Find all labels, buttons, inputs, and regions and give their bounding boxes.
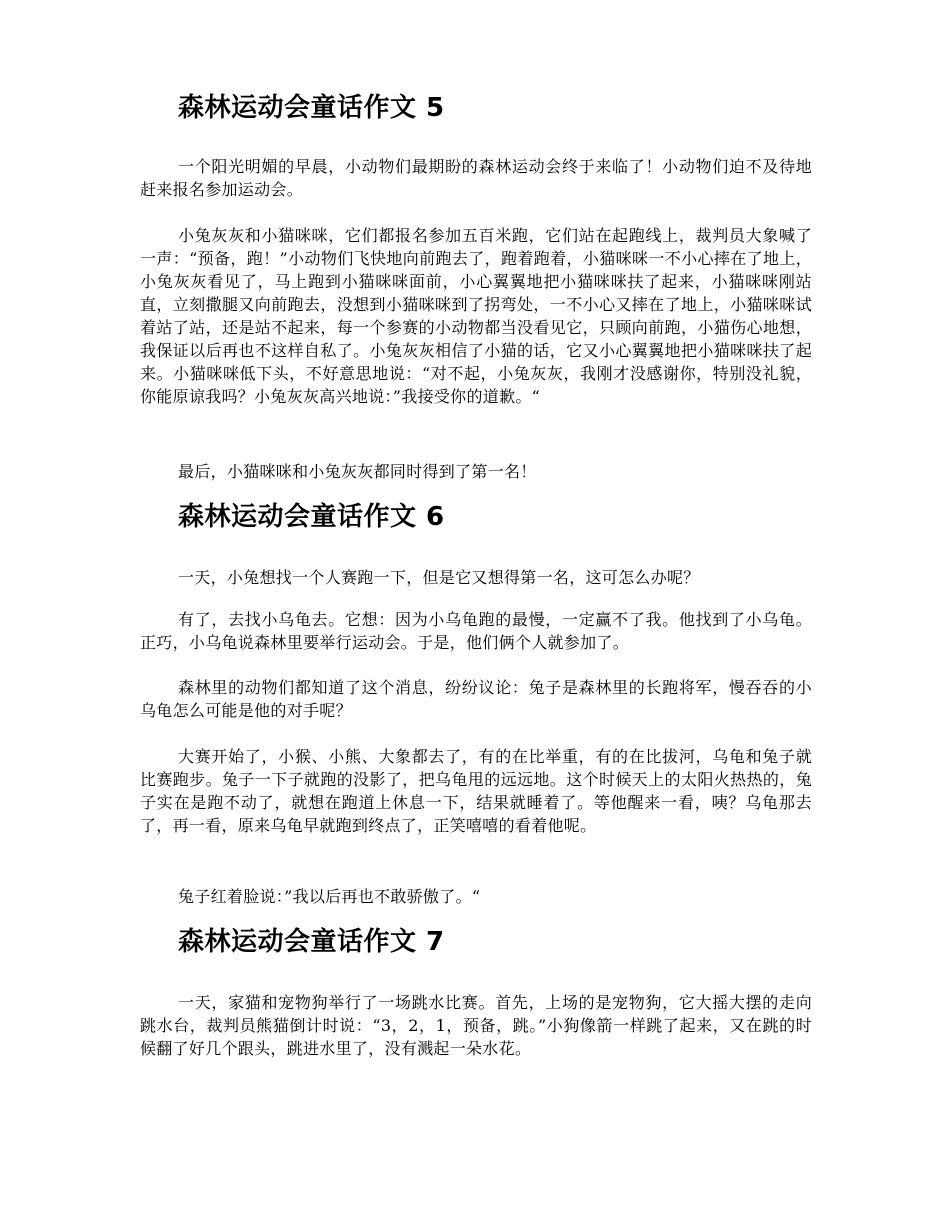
paragraph: 大赛开始了，小猴、小熊、大象都去了，有的在比举重，有的在比拔河，乌龟和兔子就比赛跑步。兔子一下子就跑的没影了，把乌龟甩的远远地。这个时候天上的太阳火热热的，兔子实在是跑不动了，就想在跑道上休息一下，结果就睡着了。等他醒来一看，咦？乌龟那去了，再一看，原来乌龟早就跑到终点了，正笑嘻嘻的看着他呢。	[140, 747, 812, 835]
section-title: 森林运动会童话作文 7	[178, 927, 445, 957]
paragraph: 森林里的动物们都知道了这个消息，纷纷议论：兔子是森林里的长跑将军，慢吞吞的小乌龟怎么可能是他的对手呢？	[140, 678, 812, 720]
paragraph: 有了，去找小乌龟去。它想：因为小乌龟跑的最慢，一定赢不了我。他找到了小乌龟。正巧，小乌龟说森林里要举行运动会。于是，他们俩个人就参加了。	[140, 610, 812, 652]
paragraph: 一个阳光明媚的早晨，小动物们最期盼的森林运动会终于来临了！小动物们迫不及待地赶来报名参加运动会。	[140, 157, 812, 199]
paragraph: 最后，小猫咪咪和小兔灰灰都同时得到了第一名！	[178, 462, 537, 481]
paragraph: 一天，家猫和宠物狗举行了一场跳水比赛。首先，上场的是宠物狗，它大摇大摆的走向跳水台，裁判员熊猫倒计时说：“3，2，1，预备，跳。”小狗像箭一样跳了起来，又在跳的时候翻了好几个跟头，跳进水里了，没有溅起一朵水花。	[140, 993, 812, 1058]
section-title: 森林运动会童话作文 5	[178, 93, 445, 123]
paragraph: 兔子红着脸说：”我以后再也不敢骄傲了。“	[178, 887, 481, 906]
paragraph: 小兔灰灰和小猫咪咪，它们都报名参加五百米跑，它们站在起跑线上，裁判员大象喊了一声：“预备，跑！”小动物们飞快地向前跑去了，跑着跑着，小猫咪咪一不小心摔在了地上，小兔灰灰看见了，马上跑到小猫咪咪面前，小心翼翼地把小猫咪咪扶了起来，小猫咪咪刚站直，立刻撒腿又向前跑去，没想到小猫咪咪到了拐弯处，一不小心又摔在了地上，小猫咪咪试着站了站，还是站不起来，每一个参赛的小动物都当没看见它，只顾向前跑，小猫伤心地想，我保证以后再也不这样自私了。小兔灰灰相信了小猫的话，它又小心翼翼地把小猫咪咪扶了起来。小猫咪咪低下头，不好意思地说：“对不起，小兔灰灰，我刚才没感谢你，特别没礼貌，你能原谅我吗？小兔灰灰高兴地说：”我接受你的道歉。“	[140, 226, 812, 406]
section-title: 森林运动会童话作文 6	[178, 502, 445, 532]
paragraph: 一天，小兔想找一个人赛跑一下，但是它又想得第一名，这可怎么办呢？	[178, 568, 700, 587]
